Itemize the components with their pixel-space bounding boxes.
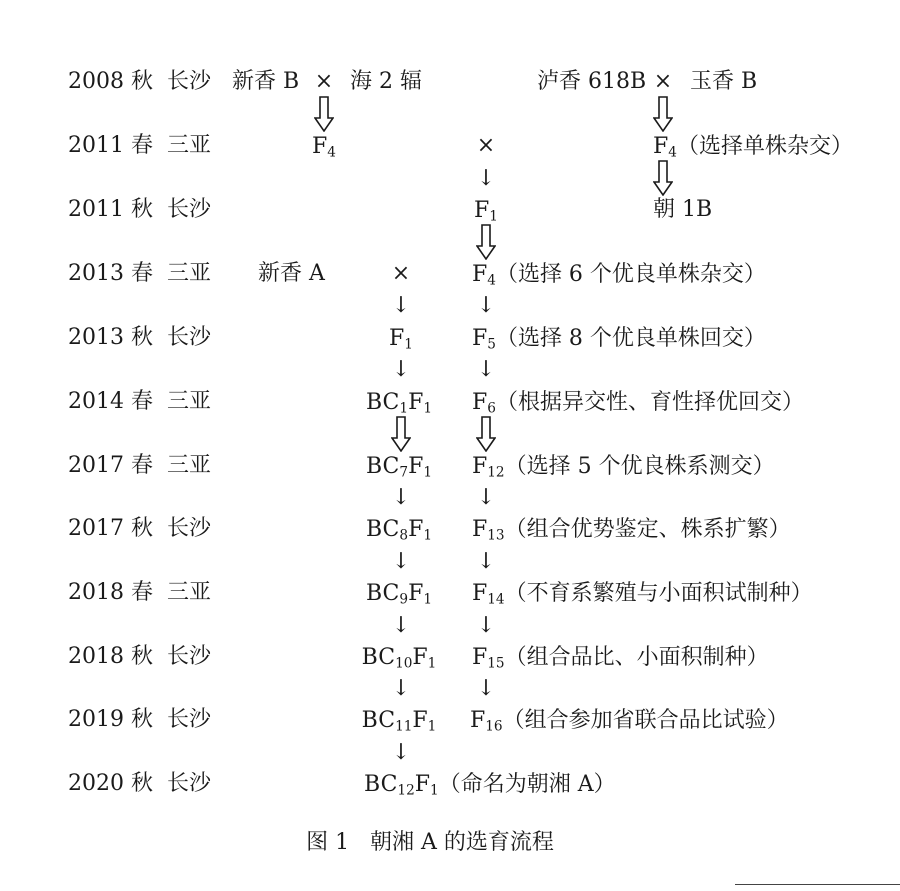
backcross-generation bbox=[365, 517, 433, 544]
center-generation bbox=[472, 262, 766, 289]
gen-base: F bbox=[472, 326, 488, 351]
backcross-generation bbox=[365, 581, 433, 608]
cross-symbol: × bbox=[314, 69, 334, 94]
row-label-9 bbox=[68, 646, 211, 668]
row-place: 三亚 bbox=[167, 261, 212, 286]
down-arrow-icon: ↓ bbox=[476, 549, 496, 574]
backcross-generation-final bbox=[364, 772, 616, 799]
gen-base: BC bbox=[365, 581, 400, 606]
gen-sub: 1 bbox=[399, 400, 409, 417]
down-arrow-icon: ↓ bbox=[391, 485, 411, 510]
gen-base: BC bbox=[361, 708, 396, 733]
row-label-11 bbox=[68, 773, 211, 795]
row-year: 2018 bbox=[68, 580, 124, 605]
down-arrow-icon: ↓ bbox=[476, 293, 496, 318]
row-year: 2011 bbox=[68, 197, 124, 222]
gen-base2: F bbox=[412, 708, 428, 733]
row-place: 长沙 bbox=[167, 644, 212, 669]
gen-sub: 14 bbox=[487, 591, 505, 608]
row-season: 秋 bbox=[131, 707, 154, 732]
row-year: 2019 bbox=[68, 707, 124, 732]
backcross-generation bbox=[361, 708, 437, 735]
down-arrow-icon: ↓ bbox=[391, 357, 411, 382]
row-season: 春 bbox=[131, 133, 154, 158]
row-place: 长沙 bbox=[167, 771, 212, 796]
gen-note: （选择单株杂交） bbox=[676, 134, 853, 159]
row-label-8 bbox=[68, 582, 211, 604]
figure-title: 朝湘 A 的选育流程 bbox=[370, 830, 554, 855]
row-season: 秋 bbox=[131, 771, 154, 796]
gen-note: （选择 8 个优良单株回交） bbox=[495, 326, 766, 351]
down-arrow-icon: ↓ bbox=[391, 613, 411, 638]
row-label-10 bbox=[68, 709, 211, 731]
row-season: 春 bbox=[131, 261, 154, 286]
gen-note: （命名为朝湘 A） bbox=[438, 772, 616, 797]
center-generation bbox=[472, 454, 775, 481]
center-generation bbox=[472, 645, 769, 672]
parent-chao-1b: 朝 1B bbox=[653, 197, 713, 222]
center-generation bbox=[472, 517, 791, 544]
gen-base: F bbox=[472, 454, 488, 479]
gen-sub: 7 bbox=[399, 464, 409, 481]
gen-base2: F bbox=[408, 390, 424, 415]
row-place: 三亚 bbox=[167, 453, 212, 478]
center-generation bbox=[472, 390, 804, 417]
hollow-arrow-icon bbox=[391, 416, 411, 452]
gen-note: （组合优势鉴定、株系扩繁） bbox=[504, 517, 791, 542]
row-place: 长沙 bbox=[167, 325, 212, 350]
backcross-generation bbox=[389, 326, 413, 353]
center-generation bbox=[470, 708, 789, 735]
gen-sub: 11 bbox=[395, 718, 413, 735]
gen-base: BC bbox=[361, 645, 396, 670]
hollow-arrow-icon bbox=[476, 416, 496, 452]
parent-hai-2-fu: 海 2 辐 bbox=[350, 69, 422, 94]
down-arrow-icon: ↓ bbox=[476, 166, 496, 191]
gen-sub2: 1 bbox=[423, 400, 433, 417]
gen-sub2: 1 bbox=[423, 527, 433, 544]
row-place: 长沙 bbox=[167, 197, 212, 222]
gen-note: （选择 5 个优良株系测交） bbox=[504, 454, 775, 479]
gen-note: （选择 6 个优良单株杂交） bbox=[495, 262, 766, 287]
gen-sub2: 1 bbox=[427, 718, 437, 735]
parent-xinxiang-a: 新香 A bbox=[258, 261, 325, 286]
down-arrow-icon: ↓ bbox=[391, 676, 411, 701]
row-season: 秋 bbox=[131, 516, 154, 541]
row-season: 春 bbox=[131, 389, 154, 414]
row-year: 2014 bbox=[68, 389, 124, 414]
down-arrow-icon: ↓ bbox=[391, 549, 411, 574]
gen-sub2: 1 bbox=[427, 655, 437, 672]
gen-sub: 12 bbox=[487, 464, 505, 481]
gen-note: （组合品比、小面积制种） bbox=[504, 645, 769, 670]
gen-sub: 9 bbox=[399, 591, 409, 608]
gen-sub: 16 bbox=[485, 718, 503, 735]
row-label-0 bbox=[68, 71, 211, 93]
gen-sub: 10 bbox=[395, 655, 413, 672]
right-branch-generation bbox=[653, 134, 853, 161]
figure-label: 图 1 bbox=[306, 830, 350, 855]
row-place: 长沙 bbox=[167, 69, 212, 94]
row-season: 秋 bbox=[131, 644, 154, 669]
hollow-arrow-icon bbox=[653, 96, 673, 132]
gen-base: F bbox=[653, 134, 669, 159]
gen-sub: 15 bbox=[487, 655, 505, 672]
cross-symbol: × bbox=[653, 69, 673, 94]
gen-base: BC bbox=[365, 454, 400, 479]
row-year: 2020 bbox=[68, 771, 124, 796]
cross-symbol: × bbox=[476, 133, 496, 158]
gen-sub: 4 bbox=[668, 144, 677, 161]
parent-luxiang-618b: 泸香 618B bbox=[537, 69, 647, 94]
gen-base: F bbox=[474, 198, 490, 223]
parent-yuxiang-b: 玉香 B bbox=[690, 69, 758, 94]
row-label-4 bbox=[68, 327, 211, 349]
gen-sub: 5 bbox=[487, 336, 496, 353]
gen-base: F bbox=[472, 517, 488, 542]
down-arrow-icon: ↓ bbox=[476, 613, 496, 638]
row-season: 秋 bbox=[131, 69, 154, 94]
row-label-7 bbox=[68, 518, 211, 540]
row-label-5 bbox=[68, 391, 211, 413]
gen-base: BC bbox=[364, 772, 398, 797]
backcross-generation bbox=[365, 390, 433, 417]
down-arrow-icon: ↓ bbox=[391, 740, 411, 765]
row-label-3 bbox=[68, 263, 211, 285]
left-branch-generation bbox=[312, 134, 336, 161]
backcross-generation bbox=[365, 454, 433, 481]
gen-base2: F bbox=[412, 645, 428, 670]
gen-note: （根据异交性、育性择优回交） bbox=[495, 390, 804, 415]
row-season: 秋 bbox=[131, 325, 154, 350]
hollow-arrow-icon bbox=[314, 96, 334, 132]
gen-sub2: 1 bbox=[423, 464, 433, 481]
row-label-1 bbox=[68, 135, 211, 157]
row-year: 2008 bbox=[68, 69, 124, 94]
gen-base: F bbox=[312, 134, 328, 159]
gen-sub: 1 bbox=[489, 208, 498, 225]
gen-sub: 6 bbox=[487, 400, 496, 417]
gen-base: BC bbox=[365, 390, 400, 415]
gen-sub: 4 bbox=[327, 144, 336, 161]
row-year: 2013 bbox=[68, 325, 124, 350]
row-place: 三亚 bbox=[167, 580, 212, 605]
row-season: 秋 bbox=[131, 197, 154, 222]
row-season: 春 bbox=[131, 580, 154, 605]
gen-base: BC bbox=[365, 517, 400, 542]
gen-note: （组合参加省联合品比试验） bbox=[502, 708, 789, 733]
row-year: 2017 bbox=[68, 453, 124, 478]
gen-base2: F bbox=[408, 517, 424, 542]
gen-base: F bbox=[472, 581, 488, 606]
gen-base: F bbox=[472, 390, 488, 415]
row-place: 长沙 bbox=[167, 516, 212, 541]
row-place: 三亚 bbox=[167, 389, 212, 414]
gen-base: F bbox=[472, 262, 488, 287]
gen-base: F bbox=[470, 708, 486, 733]
gen-sub2: 1 bbox=[430, 782, 439, 799]
down-arrow-icon: ↓ bbox=[391, 293, 411, 318]
gen-sub: 13 bbox=[487, 527, 505, 544]
gen-note: （不育系繁殖与小面积试制种） bbox=[504, 581, 813, 606]
row-year: 2017 bbox=[68, 516, 124, 541]
gen-sub: 8 bbox=[399, 527, 409, 544]
row-season: 春 bbox=[131, 453, 154, 478]
gen-base2: F bbox=[408, 581, 424, 606]
parent-xinxiang-b: 新香 B bbox=[232, 69, 300, 94]
hollow-arrow-icon bbox=[476, 224, 496, 260]
row-label-6 bbox=[68, 455, 211, 477]
gen-sub2: 1 bbox=[423, 591, 433, 608]
down-arrow-icon: ↓ bbox=[476, 357, 496, 382]
gen-base2: F bbox=[408, 454, 424, 479]
gen-base2: F bbox=[414, 772, 431, 797]
row-year: 2013 bbox=[68, 261, 124, 286]
center-generation bbox=[472, 581, 813, 608]
figure-caption bbox=[306, 832, 554, 854]
row-label-2 bbox=[68, 199, 211, 221]
gen-sub: 4 bbox=[487, 272, 496, 289]
down-arrow-icon: ↓ bbox=[476, 485, 496, 510]
row-place: 三亚 bbox=[167, 133, 212, 158]
cross-symbol: × bbox=[391, 261, 411, 286]
down-arrow-icon: ↓ bbox=[476, 676, 496, 701]
row-year: 2011 bbox=[68, 133, 124, 158]
gen-base: F bbox=[472, 645, 488, 670]
gen-base: F bbox=[389, 326, 405, 351]
center-generation bbox=[472, 326, 766, 353]
divider bbox=[735, 884, 900, 885]
backcross-generation bbox=[361, 645, 437, 672]
row-year: 2018 bbox=[68, 644, 124, 669]
row-place: 长沙 bbox=[167, 707, 212, 732]
hollow-arrow-icon bbox=[653, 160, 673, 196]
center-generation bbox=[474, 198, 498, 225]
gen-sub: 1 bbox=[404, 336, 413, 353]
gen-sub: 12 bbox=[397, 782, 415, 799]
